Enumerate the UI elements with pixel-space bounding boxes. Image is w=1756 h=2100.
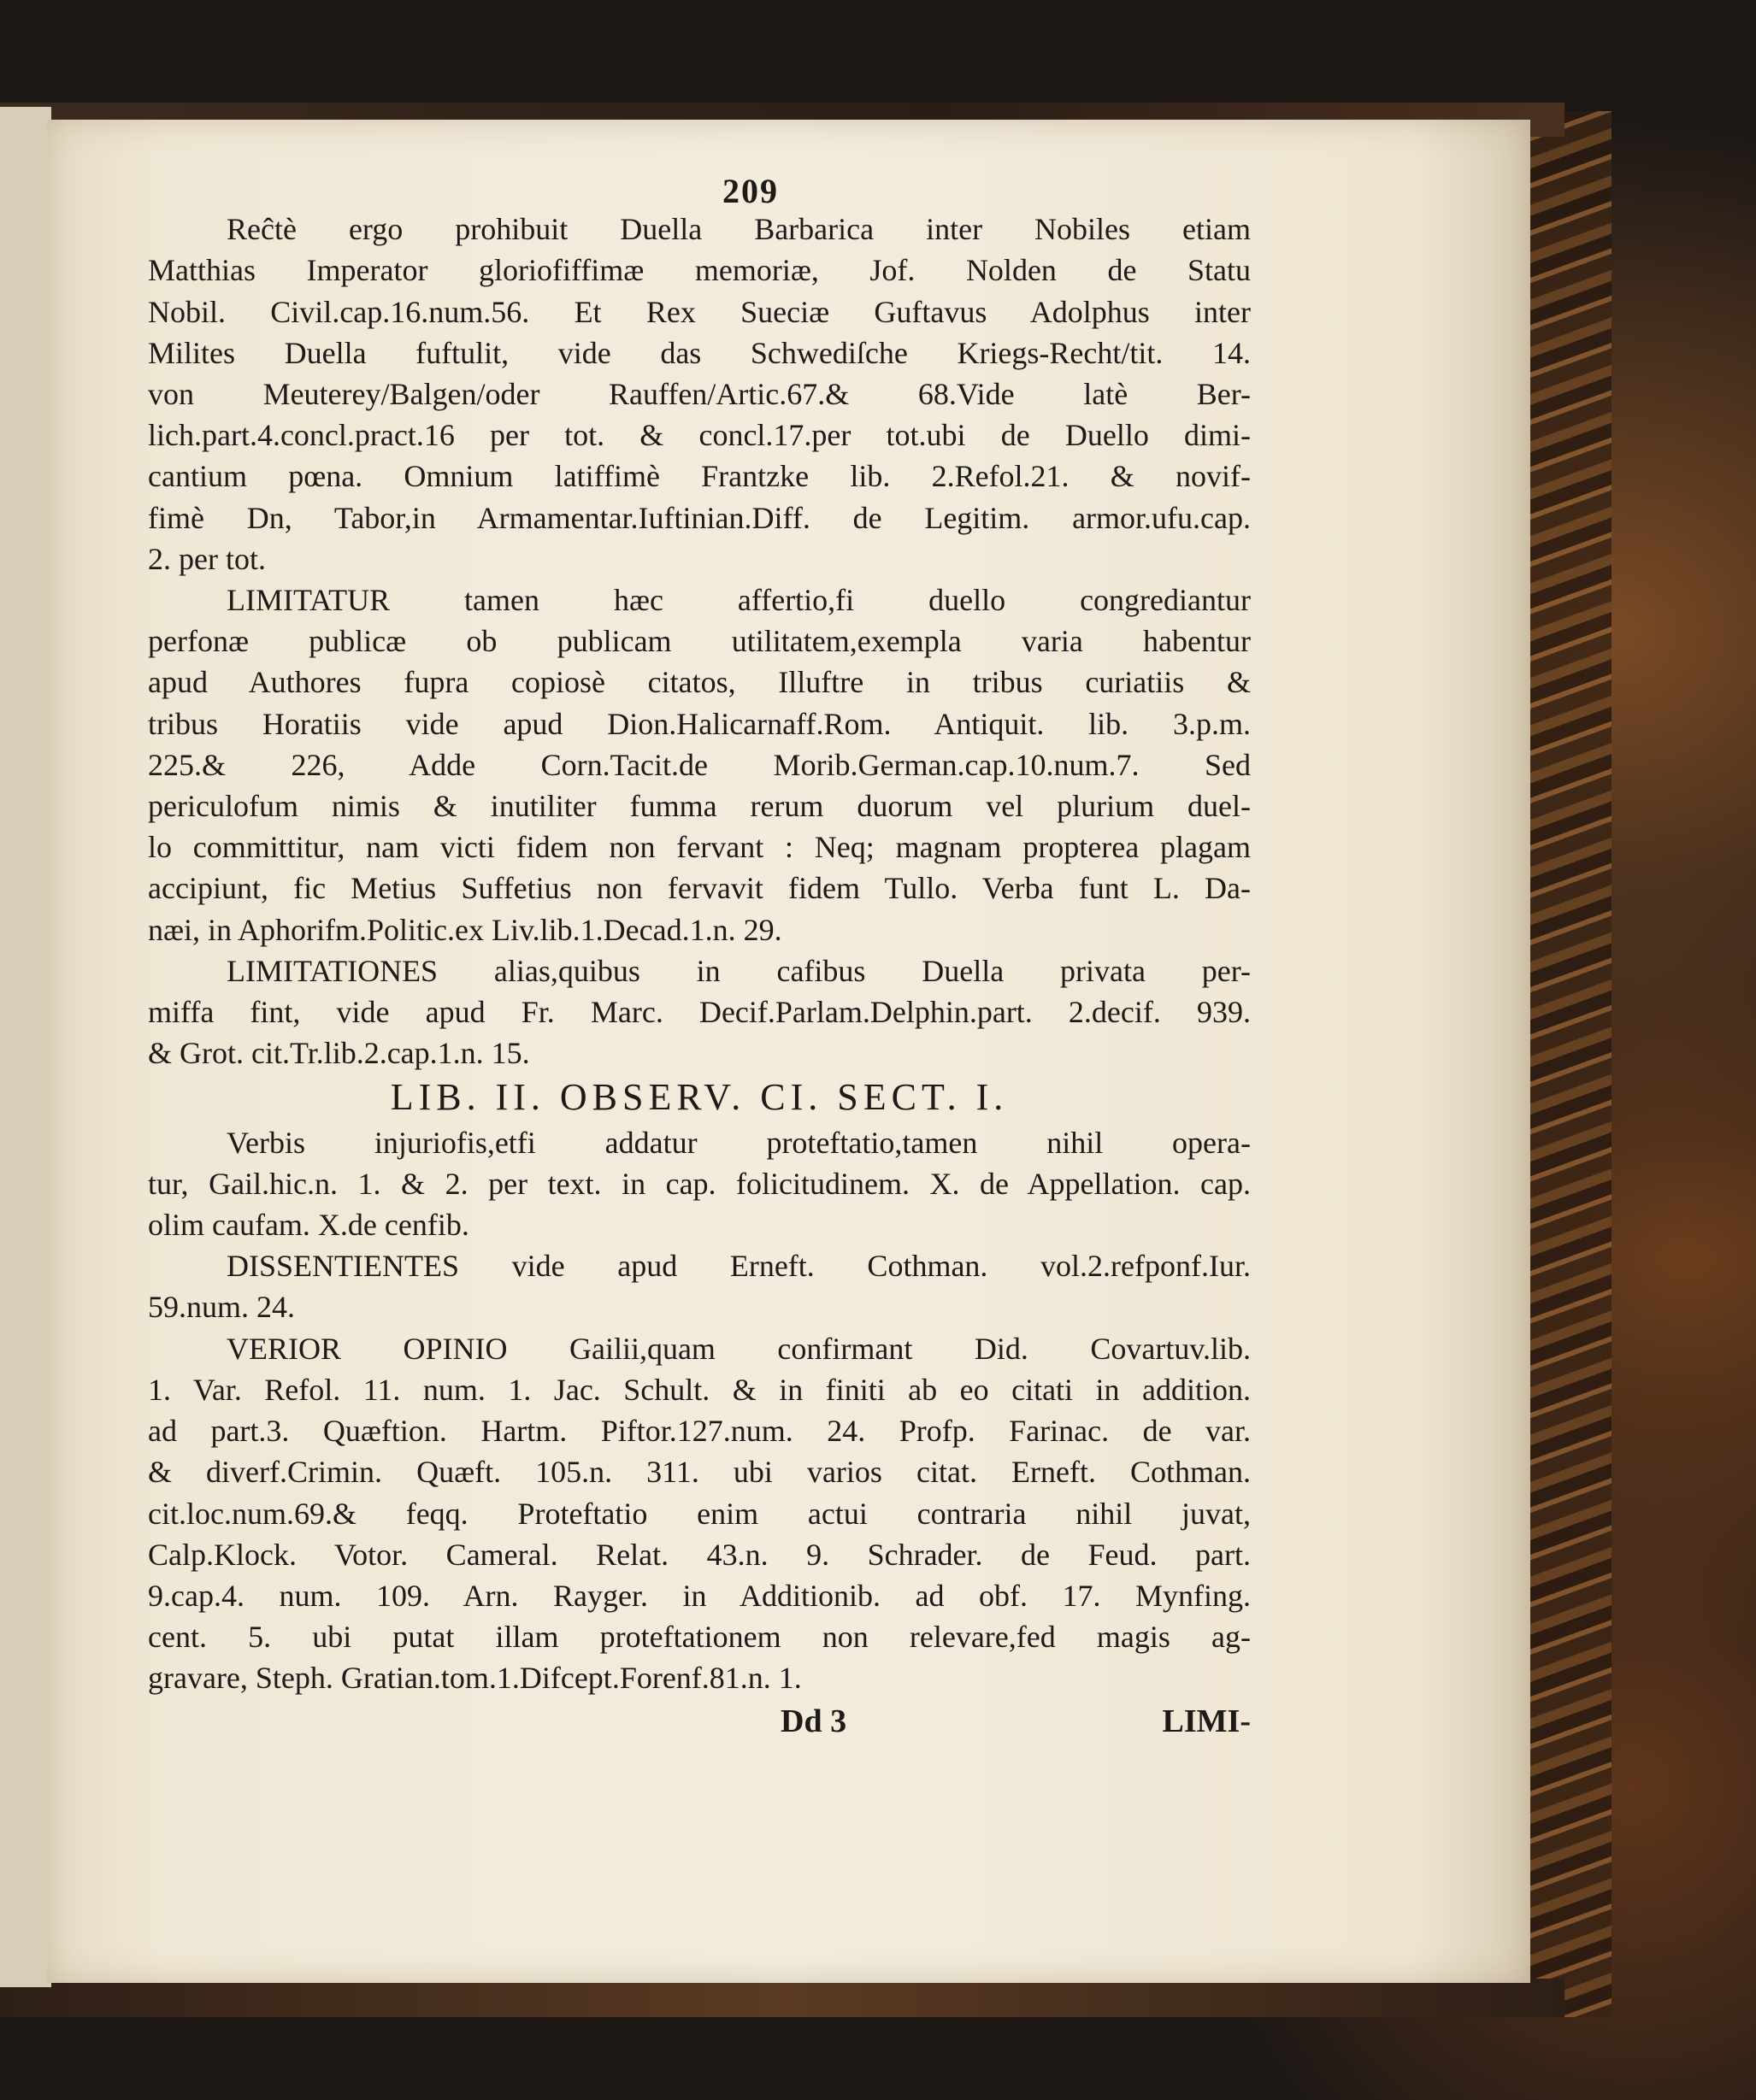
text-line: 9.cap.4. num. 109. Arn. Rayger. in Additionib. ad obf. 17. Mynfing. xyxy=(148,1578,1251,1613)
text-line: Reĉtè ergo prohibuit Duella Barbarica inter Nobiles etiam xyxy=(227,212,1251,247)
text-line: LIMITATUR tamen hæc affertio,fi duello congrediantur xyxy=(227,583,1251,618)
text-line: cit.loc.num.69.& feqq. Proteftatio enim actui contraria nihil juvat, xyxy=(148,1496,1251,1531)
text-line: cantium pœna. Omnium latiffimè Frantzke lib. 2.Refol.21. & novif- xyxy=(148,459,1251,494)
bottom-binding-edge xyxy=(0,1979,1564,2017)
text-line: gravare, Steph. Gratian.tom.1.Difcept.Forenf.81.n. 1. xyxy=(148,1661,802,1696)
catchword: LIMI- xyxy=(1162,1703,1251,1739)
text-lines xyxy=(148,209,1251,1698)
text-line: DISSENTIENTES vide apud Erneft. Cothman. vol.2.refponf.Iur. xyxy=(227,1249,1251,1284)
page-number: 209 xyxy=(722,172,779,210)
text-line: næi, in Aphorifm.Politic.ex Liv.lib.1.Decad.1.n. 29. xyxy=(148,912,782,947)
text-line: 2. per tot. xyxy=(148,541,266,576)
text-line: lich.part.4.concl.pract.16 per tot. & concl.17.per tot.ubi de Duello dimi- xyxy=(148,418,1251,453)
text-line: LIMITATIONES alias,quibus in cafibus Duella privata per- xyxy=(227,953,1251,988)
text-line: apud Authores fupra copiosè citatos, Illuftre in tribus curiatiis & xyxy=(148,665,1251,700)
text-line: Nobil. Civil.cap.16.num.56. Et Rex Sueciæ Guftavus Adolphus inter xyxy=(148,294,1251,329)
text-line: & Grot. cit.Tr.lib.2.cap.1.n. 15. xyxy=(148,1036,530,1071)
text-line: periculofum nimis & inutiliter fumma rerum duorum vel plurium duel- xyxy=(148,789,1251,824)
signature-mark: Dd 3 xyxy=(781,1703,847,1739)
text-line: olim caufam. X.de cenfib. xyxy=(148,1208,469,1243)
page-text-block xyxy=(148,171,1251,1742)
text-line: perfonæ publicæ ob publicam utilitatem,exempla varia habentur xyxy=(148,624,1251,659)
text-line: tur, Gail.hic.n. 1. & 2. per text. in cap. folicitudinem. X. de Appellation. cap. xyxy=(148,1166,1251,1201)
page-footer xyxy=(148,1701,1251,1742)
section-heading: LIB. II. OBSERV. CI. SECT. I. xyxy=(390,1076,1009,1119)
text-line: 1. Var. Refol. 11. num. 1. Jac. Schult. & in finiti ab eo citati in addition. xyxy=(148,1372,1251,1407)
text-line: Matthias Imperator gloriofiffimæ memoriæ, Jof. Nolden de Statu xyxy=(148,253,1251,288)
text-line: fimè Dn, Tabor,in Armamentar.Iuftinian.Diff. de Legitim. armor.ufu.cap. xyxy=(148,500,1251,535)
text-line: VERIOR OPINIO Gailii,quam confirmant Did. Covartuv.lib. xyxy=(227,1331,1251,1366)
text-line: tribus Horatiis vide apud Dion.Halicarnaff.Rom. Antiquit. lib. 3.p.m. xyxy=(148,706,1251,741)
text-line: accipiunt, fic Metius Suffetius non fervavit fidem Tullo. Verba funt L. Da- xyxy=(148,871,1251,906)
text-line: & diverf.Crimin. Quæft. 105.n. 311. ubi varios citat. Erneft. Cothman. xyxy=(148,1455,1251,1490)
text-line: miffa fint, vide apud Fr. Marc. Decif.Parlam.Delphin.part. 2.decif. 939. xyxy=(148,995,1251,1030)
left-page-edge xyxy=(0,107,51,1987)
text-line: 225.& 226, Adde Corn.Tacit.de Morib.German.cap.10.num.7. Sed xyxy=(148,747,1251,782)
text-line: Milites Duella fuftulit, vide das Schwediſche Kriegs-Recht/tit. 14. xyxy=(148,335,1251,370)
text-line: ad part.3. Quæftion. Hartm. Piftor.127.num. 24. Profp. Farinac. de var. xyxy=(148,1414,1251,1449)
text-line: 59.num. 24. xyxy=(148,1290,296,1325)
book-page xyxy=(47,120,1530,1983)
text-line: Verbis injuriofis,etfi addatur proteftatio,tamen nihil opera- xyxy=(227,1125,1251,1160)
text-line: Calp.Klock. Votor. Cameral. Relat. 43.n. 9. Schrader. de Feud. part. xyxy=(148,1537,1251,1572)
text-line: von Meuterey/Balgen/oder Rauffen/Artic.67.& 68.Vide latè Ber- xyxy=(148,377,1251,412)
text-line: cent. 5. ubi putat illam proteftationem non relevare,fed magis ag- xyxy=(148,1620,1251,1655)
text-line: lo committitur, nam victi fidem non fervant : Neq; magnam propterea plagam xyxy=(148,830,1251,865)
